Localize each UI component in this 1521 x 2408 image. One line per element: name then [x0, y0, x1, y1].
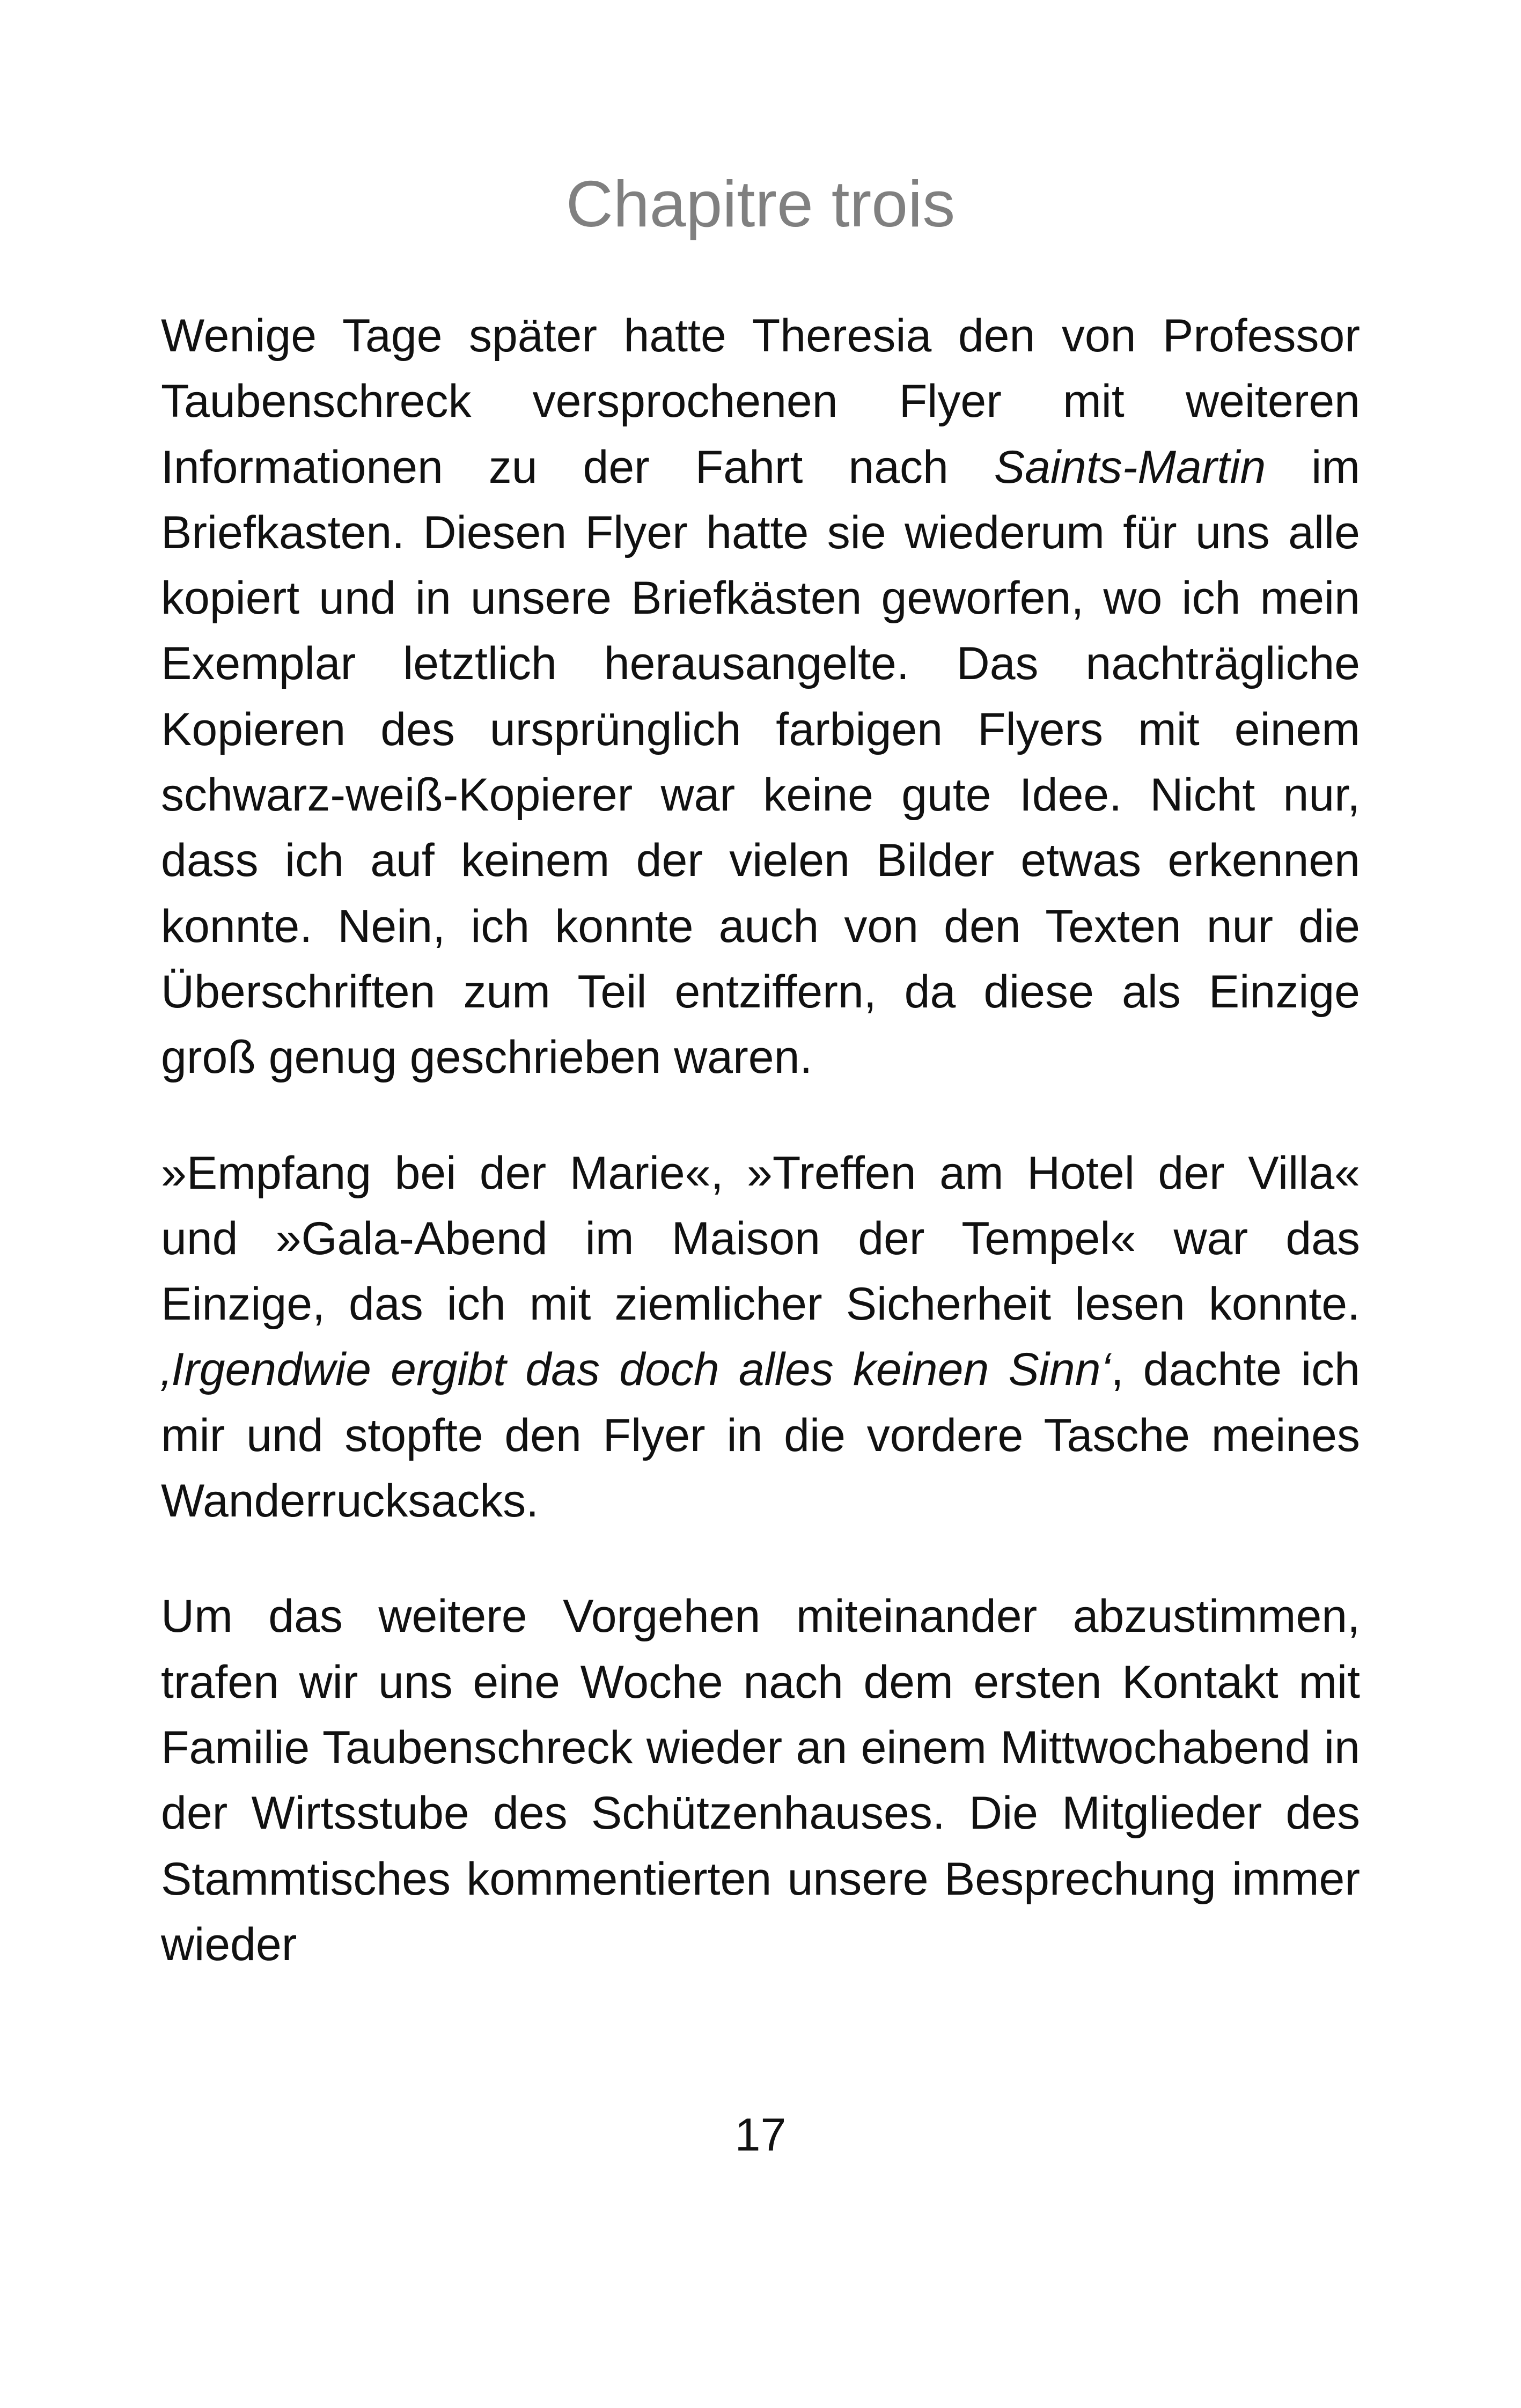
paragraph-2-text-a: »Empfang bei der Marie«, »Treffen am Hotel der Villa« und »Gala-Abend im Maison der Tempel« war das Einzige, das ich mit ziemlicher Sicherheit lesen konnte.: [161, 1147, 1360, 1330]
paragraph-1-text-b: im Briefkasten. Diesen Flyer hatte sie wiederum für uns alle kopiert und in unsere Briefkästen geworfen, wo ich mein Exemplar letztlich herausangelte. Das nachträgliche Kopieren des ursprünglich farbigen Flyers mit einem schwarz-weiß-Kopierer war keine gute Idee. Nicht nur, dass ich auf keinem der vielen Bilder etwas erkennen konnte. Nein, ich konnte auch von den Texten nur die Überschriften zum Teil entziffern, da diese als Einzige groß genug geschrieben waren.: [161, 441, 1360, 1084]
chapter-title: Chapitre trois: [565, 167, 956, 240]
paragraph-3-text: Um das weitere Vorgehen miteinander abzustimmen, trafen wir uns eine Woche nach dem ersten Kontakt mit Familie Taubenschreck wieder an einem Mittwochabend in der Wirtsstube des Schützenhauses. Die Mitglieder des Stammtisches kommentierten unsere Besprechung immer wieder: [161, 1590, 1360, 1970]
paragraph-1-text-a: Wenige Tage später hatte Theresia den von Professor Taubenschreck versprochenen Flyer mit weiteren Informationen zu der Fahrt nach: [161, 310, 1360, 493]
paragraph-1: [161, 303, 1360, 1091]
paragraph-2: [161, 1140, 1360, 1534]
paragraph-1-place-name: Saints-Martin: [994, 441, 1266, 493]
paragraph-2-thought: ‚Irgendwie ergibt das doch alles keinen Sinn‘: [161, 1344, 1111, 1396]
paragraph-2-text-b: , dachte ich mir und stopfte den Flyer in die vordere Tasche meines Wanderrucksacks.: [161, 1344, 1361, 1527]
paragraph-3: [161, 1584, 1360, 1977]
body-text: [161, 303, 1360, 2027]
page-number: 17: [734, 2109, 787, 2161]
